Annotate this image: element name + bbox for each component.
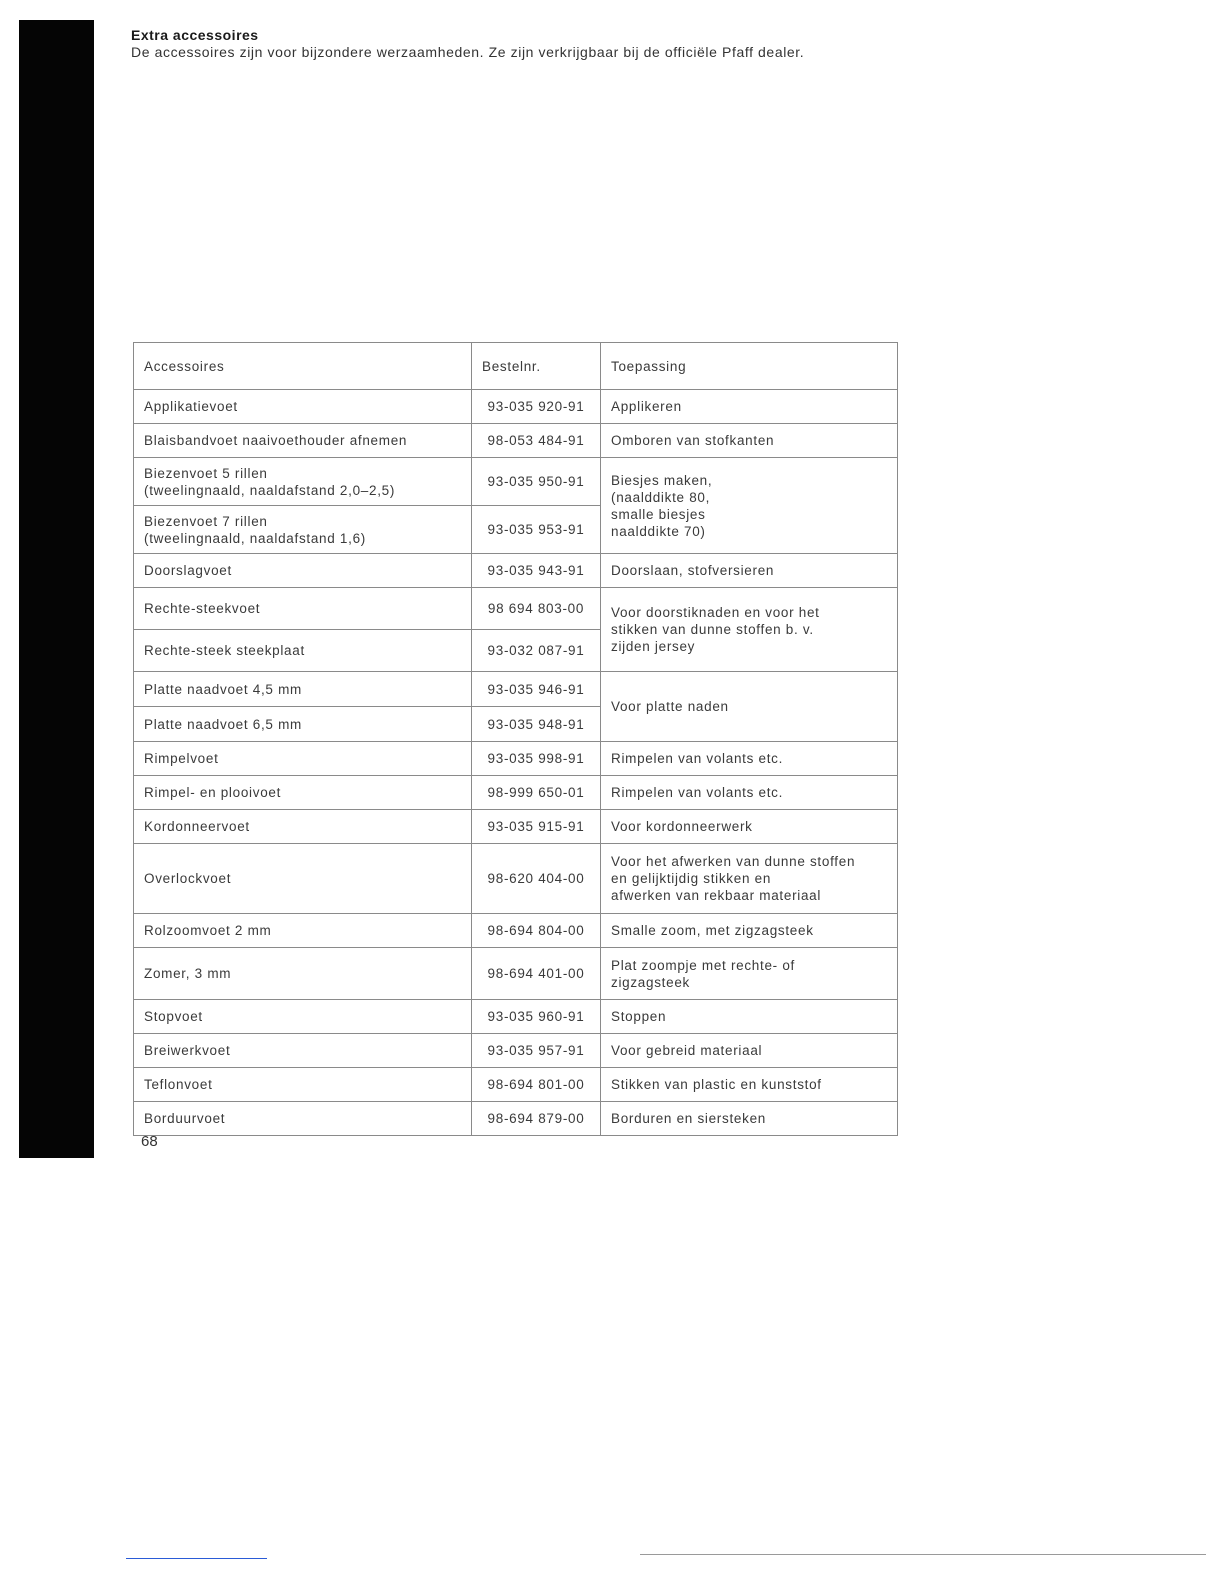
footer-rule-right (640, 1554, 1206, 1555)
table-row (134, 742, 898, 776)
column-header-accessoires: Accessoires (134, 343, 472, 390)
order-number: 93-035 960-91 (472, 1000, 601, 1034)
table-row (134, 672, 898, 707)
order-number: 93-035 946-91 (472, 672, 601, 707)
footer-rule-left (126, 1558, 267, 1559)
accessory-name: Rechte-steekvoet (134, 588, 472, 630)
application: Smalle zoom, met zigzagsteek (601, 914, 898, 948)
table-header-row (134, 343, 898, 390)
application: Voor het afwerken van dunne stoffen en gelijktijdig stikken en afwerken van rekbaar materiaal (601, 844, 898, 914)
order-number: 93-035 915-91 (472, 810, 601, 844)
table-row (134, 1034, 898, 1068)
table-row (134, 776, 898, 810)
table-row (134, 390, 898, 424)
application: Voor doorstiknaden en voor het stikken van dunne stoffen b. v. zijden jersey (601, 588, 898, 672)
accessory-name: Rimpelvoet (134, 742, 472, 776)
accessory-name: Kordonneervoet (134, 810, 472, 844)
application: Stoppen (601, 1000, 898, 1034)
order-number: 93-032 087-91 (472, 630, 601, 672)
table-row (134, 458, 898, 506)
application: Stikken van plastic en kunststof (601, 1068, 898, 1102)
order-number: 93-035 920-91 (472, 390, 601, 424)
application: Rimpelen van volants etc. (601, 776, 898, 810)
order-number: 98-694 801-00 (472, 1068, 601, 1102)
order-number: 98-694 401-00 (472, 948, 601, 1000)
table-row (134, 914, 898, 948)
accessory-name: Zomer, 3 mm (134, 948, 472, 1000)
order-number: 93-035 957-91 (472, 1034, 601, 1068)
section-title: Extra accessoires (131, 27, 259, 43)
accessory-name: Stopvoet (134, 1000, 472, 1034)
table-row (134, 1102, 898, 1136)
order-number: 98-694 804-00 (472, 914, 601, 948)
application: Voor platte naden (601, 672, 898, 742)
accessory-name: Doorslagvoet (134, 554, 472, 588)
application: Applikeren (601, 390, 898, 424)
table-row (134, 554, 898, 588)
table-row (134, 948, 898, 1000)
accessory-name: Platte naadvoet 4,5 mm (134, 672, 472, 707)
order-number: 98 694 803-00 (472, 588, 601, 630)
application: Plat zoompje met rechte- of zigzagsteek (601, 948, 898, 1000)
order-number: 98-694 879-00 (472, 1102, 601, 1136)
accessory-name: Biezenvoet 7 rillen (tweelingnaald, naaldafstand 1,6) (134, 506, 472, 554)
accessory-name: Rolzoomvoet 2 mm (134, 914, 472, 948)
accessory-name: Rimpel- en plooivoet (134, 776, 472, 810)
application: Omboren van stofkanten (601, 424, 898, 458)
table-row (134, 810, 898, 844)
accessories-table (133, 342, 898, 1136)
intro-text: De accessoires zijn voor bijzondere werzaamheden. Ze zijn verkrijgbaar bij de officiële Pfaff dealer. (131, 44, 805, 60)
application: Voor kordonneerwerk (601, 810, 898, 844)
accessory-name: Breiwerkvoet (134, 1034, 472, 1068)
table-row (134, 1068, 898, 1102)
accessory-name: Rechte-steek steekplaat (134, 630, 472, 672)
accessory-name: Applikatievoet (134, 390, 472, 424)
application: Voor gebreid materiaal (601, 1034, 898, 1068)
accessory-name: Platte naadvoet 6,5 mm (134, 707, 472, 742)
accessory-name: Teflonvoet (134, 1068, 472, 1102)
table-row (134, 844, 898, 914)
application: Rimpelen van volants etc. (601, 742, 898, 776)
application: Biesjes maken, (naalddikte 80, smalle biesjes naalddikte 70) (601, 458, 898, 554)
table-row (134, 588, 898, 630)
order-number: 93-035 953-91 (472, 506, 601, 554)
order-number: 93-035 950-91 (472, 458, 601, 506)
application: Doorslaan, stofversieren (601, 554, 898, 588)
accessory-name: Blaisbandvoet naaivoethouder afnemen (134, 424, 472, 458)
order-number: 93-035 948-91 (472, 707, 601, 742)
column-header-toepassing: Toepassing (601, 343, 898, 390)
column-header-bestelnr: Bestelnr. (472, 343, 601, 390)
accessory-name: Overlockvoet (134, 844, 472, 914)
order-number: 98-053 484-91 (472, 424, 601, 458)
order-number: 98-999 650-01 (472, 776, 601, 810)
table-row (134, 424, 898, 458)
page-number: 68 (141, 1133, 158, 1150)
order-number: 93-035 998-91 (472, 742, 601, 776)
scan-margin-bar (19, 20, 94, 1158)
order-number: 93-035 943-91 (472, 554, 601, 588)
accessory-name: Biezenvoet 5 rillen (tweelingnaald, naaldafstand 2,0–2,5) (134, 458, 472, 506)
accessory-name: Borduurvoet (134, 1102, 472, 1136)
table-row (134, 1000, 898, 1034)
order-number: 98-620 404-00 (472, 844, 601, 914)
application: Borduren en siersteken (601, 1102, 898, 1136)
